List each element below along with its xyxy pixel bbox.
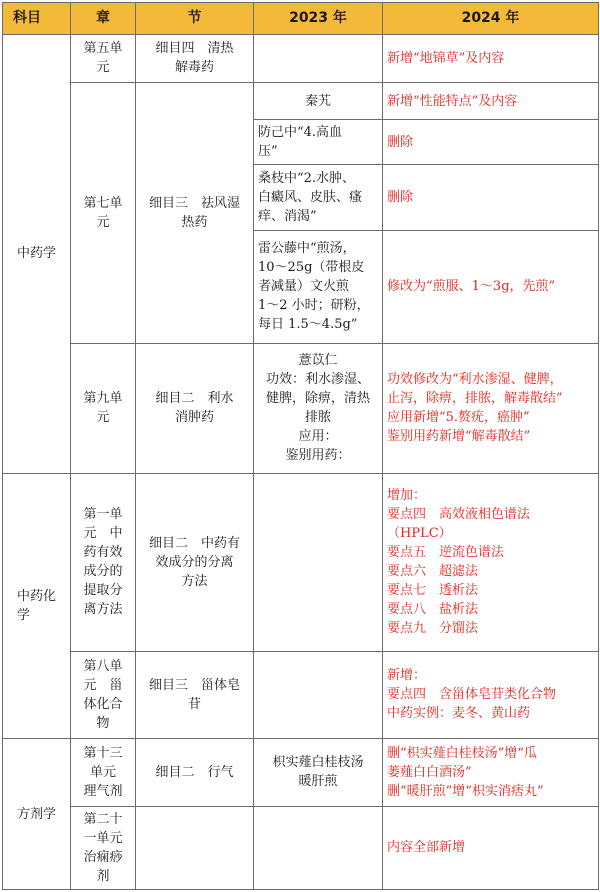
- chapter-text: 元: [96, 60, 110, 76]
- y2023-text: 鉴别用药：: [285, 448, 351, 464]
- y2024-text: 止泻，除痹，排脓，解毒散结”: [387, 391, 563, 407]
- y2024-text: 删除: [387, 190, 414, 206]
- y2023-cell: [254, 651, 383, 738]
- chapter-text: 离方法: [83, 602, 123, 618]
- y2023-text: 暖肝煎: [298, 774, 338, 790]
- y2023-cell: [254, 165, 383, 231]
- table-row: [3, 343, 599, 473]
- table-row: [3, 83, 599, 120]
- y2024-cell: [383, 739, 599, 807]
- section-text: 细目二 利水: [155, 391, 234, 407]
- y2024-text: 要点八 盐析法: [387, 602, 479, 618]
- section-text: 热药: [181, 214, 208, 230]
- y2023-text: 者减量）文火煎: [258, 279, 350, 295]
- y2023-cell: [254, 474, 383, 652]
- y2023-text: 1～2 小时；研粉，: [258, 298, 370, 314]
- y2024-cell: [383, 474, 599, 652]
- y2024-text: 内容全部新增: [387, 840, 466, 856]
- y2023-text: 功效：利水渗湿、: [265, 372, 370, 388]
- y2024-text: 要点七 透析法: [387, 583, 479, 599]
- y2024-text: 删“暖肝煎”增“枳实消痞丸”: [387, 783, 544, 799]
- y2024-cell: [383, 83, 599, 120]
- y2023-text: 枳实薤白桂枝汤: [272, 755, 364, 771]
- y2024-text: 修改为“煎服、1～3g，先煎”: [387, 279, 556, 295]
- y2024-text: （HPLC）: [387, 526, 452, 542]
- chapter-text: 剂: [96, 868, 110, 884]
- header-subject: 科目: [3, 3, 71, 35]
- chapter-text: 物: [96, 715, 110, 731]
- chapter-cell: [71, 806, 136, 889]
- section-cell: [136, 474, 254, 652]
- y2023-text: 薏苡仁: [298, 353, 338, 369]
- y2024-cell: [383, 230, 599, 343]
- chapter-text: 元 中: [83, 526, 123, 542]
- y2024-text: 新增“地锦草”及内容: [387, 50, 505, 66]
- chapter-cell: [71, 474, 136, 652]
- chapter-text: 元 甾: [83, 677, 123, 693]
- section-cell: [136, 806, 254, 889]
- y2023-cell: [254, 83, 383, 120]
- chapter-text: 第一单: [83, 507, 123, 523]
- section-cell: [136, 739, 254, 807]
- y2023-cell: [254, 230, 383, 343]
- chapter-text: 成分的: [83, 564, 123, 580]
- header-chapter: 章: [71, 3, 136, 35]
- header-section: 节: [136, 3, 254, 35]
- y2024-text: 功效修改为“利水渗湿、健脾，: [387, 372, 563, 388]
- chapter-text: 体化合: [83, 696, 123, 712]
- chapter-text: 元: [96, 214, 110, 230]
- y2023-cell: [254, 120, 383, 165]
- section-cell: [136, 83, 254, 344]
- chapter-cell: [71, 83, 136, 344]
- subject-cell: 中药学: [3, 34, 71, 473]
- chapter-text: 第九单: [83, 391, 123, 407]
- section-text: 解毒药: [174, 60, 214, 76]
- y2024-text: 蒌薤白白酒汤”: [387, 764, 472, 780]
- chapter-text: 第七单: [83, 195, 123, 211]
- y2023-text: 10～25g（带根皮: [258, 260, 365, 276]
- section-text: 细目二 中药有: [148, 535, 240, 551]
- y2024-cell: [383, 165, 599, 231]
- chapter-text: 单元: [89, 764, 116, 780]
- table-row: [3, 474, 599, 652]
- chapter-text: 提取分: [83, 583, 123, 599]
- y2023-text: 防己中“4.高血: [258, 125, 343, 141]
- y2023-text: 压”: [258, 144, 278, 160]
- table-row: [3, 806, 599, 889]
- chapter-text: 第八单: [83, 658, 123, 674]
- chapter-text: 治痫痧: [83, 849, 123, 865]
- section-cell: [136, 343, 254, 473]
- chapter-text: 理气剂: [83, 783, 123, 799]
- chapter-text: 一单元: [83, 830, 123, 846]
- y2024-text: 新增“性能特点”及内容: [387, 93, 518, 109]
- changes-table: [2, 2, 599, 890]
- chapter-text: 第二十: [83, 811, 123, 827]
- section-text: 细目四 清热: [155, 41, 234, 57]
- chapter-text: 第十三: [83, 745, 123, 761]
- y2023-cell: [254, 739, 383, 807]
- subject-cell: 方剂学: [3, 739, 71, 890]
- table-row: [3, 651, 599, 738]
- header-2024: 2024 年: [383, 3, 599, 35]
- y2024-text: 新增：: [387, 668, 427, 684]
- section-text: 方法: [181, 573, 208, 589]
- section-text: 苷: [187, 696, 201, 712]
- y2023-text: 痒、消渴”: [258, 209, 317, 225]
- y2024-cell: [383, 34, 599, 82]
- section-cell: [136, 34, 254, 82]
- y2024-cell: [383, 806, 599, 889]
- chapter-cell: [71, 739, 136, 807]
- section-cell: [136, 651, 254, 738]
- y2024-cell: [383, 120, 599, 165]
- y2024-text: 要点四 高效液相色谱法: [387, 507, 531, 523]
- y2024-text: 鉴别用药新增“解毒散结”: [387, 429, 531, 445]
- y2023-text: 雷公藤中“煎汤，: [258, 241, 356, 257]
- y2024-text: 要点六 超滤法: [387, 564, 479, 580]
- y2023-text: 排脓: [304, 410, 331, 426]
- chapter-cell: [71, 34, 136, 82]
- chapter-text: 元: [96, 410, 110, 426]
- y2023-text: 桑枝中“2.水肿、: [258, 171, 356, 187]
- y2023-cell: [254, 34, 383, 82]
- y2024-text: 删除: [387, 134, 414, 150]
- chapter-cell: [71, 651, 136, 738]
- y2024-text: 要点四 含甾体皂苷类化合物: [387, 687, 557, 703]
- header-row: [3, 3, 599, 35]
- subject-cell: 中药化学: [3, 474, 71, 739]
- y2023-cell: [254, 806, 383, 889]
- table-row: [3, 34, 599, 82]
- section-text: 细目二 行气: [155, 764, 234, 780]
- y2024-text: 增加：: [387, 488, 427, 504]
- chapter-cell: [71, 343, 136, 473]
- y2023-text: 每日 1.5～4.5g”: [258, 317, 358, 333]
- chapter-text: 药有效: [83, 545, 123, 561]
- table-row: [3, 739, 599, 807]
- y2023-cell: [254, 343, 383, 473]
- y2023-text: 白癜风、皮肤、瘙: [258, 190, 363, 206]
- y2024-text: 要点五 逆流色谱法: [387, 545, 505, 561]
- y2023-text: 应用：: [298, 429, 338, 445]
- chapter-text: 第五单: [83, 41, 123, 57]
- y2024-text: 删“枳实薤白桂枝汤”增“瓜: [387, 745, 537, 761]
- y2024-text: 中药实例：麦冬、黄山药: [387, 706, 531, 722]
- y2024-text: 要点九 分馏法: [387, 621, 479, 637]
- y2023-text: 秦艽: [304, 93, 331, 109]
- section-text: 细目三 祛风湿: [148, 195, 240, 211]
- y2024-cell: [383, 343, 599, 473]
- section-text: 细目三 甾体皂: [148, 677, 240, 693]
- y2024-cell: [383, 651, 599, 738]
- y2024-text: 应用新增“5.赘疣，癌肿”: [387, 410, 530, 426]
- header-2023: 2023 年: [254, 3, 383, 35]
- y2023-text: 健脾，除痹，清热: [265, 391, 370, 407]
- section-text: 消肿药: [174, 410, 214, 426]
- section-text: 效成分的分离: [155, 554, 234, 570]
